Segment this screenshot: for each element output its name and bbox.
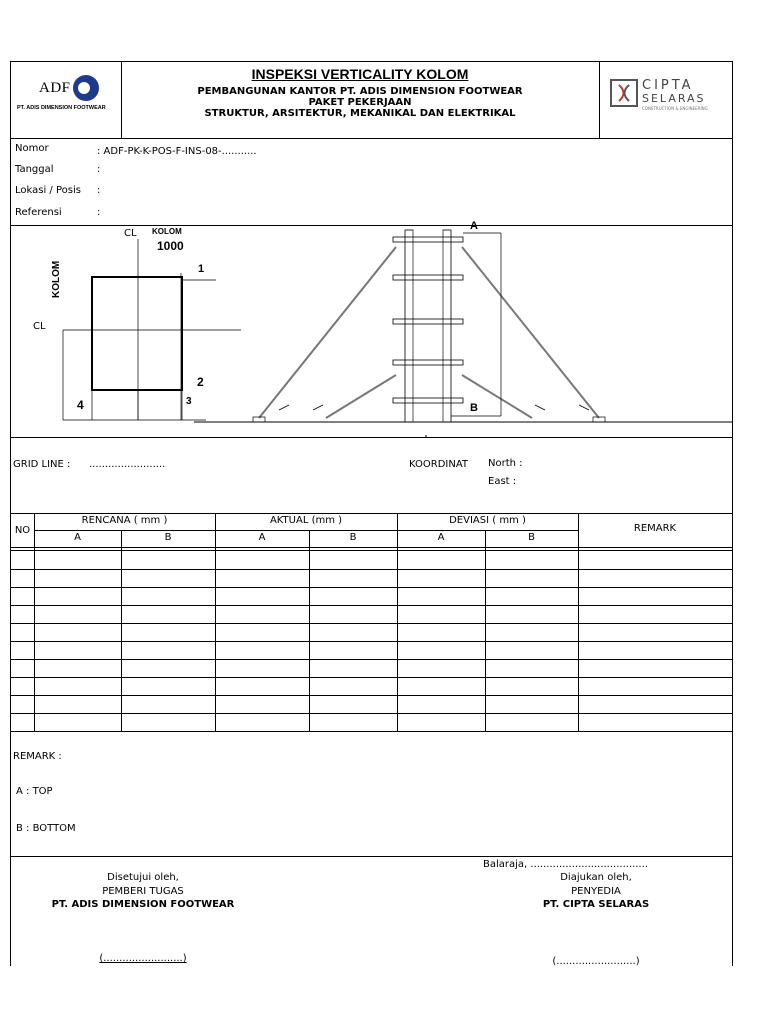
signing-place[interactable]: Balaraja, ..................................... [483,859,649,870]
point-2-label: 2 [197,375,204,389]
cl-label-left: CL [33,321,46,332]
provider-signature[interactable]: (.........................) [552,956,640,967]
point-4-label: 4 [77,398,84,412]
employer-label: PEMBERI TUGAS [102,886,184,897]
point-3-label: 3 [186,396,192,407]
divider [11,856,732,857]
title-block [121,62,599,138]
package-label: PAKET PEKERJAAN [308,97,412,108]
point-a-label: A [470,220,478,232]
form-title: INSPEKSI VERTICALITY KOLOM [251,66,469,82]
kolom-label-side: KOLOM [51,260,62,298]
package-scope: STRUKTUR, ARSITEKTUR, MEKANIKAL DAN ELEKTRIKAL [204,108,516,119]
point-1-label: 1 [198,263,205,275]
grid-line-label: GRID LINE : [13,459,71,470]
col-deviasi: DEVIASI ( mm ) [449,515,526,526]
col-deviasi-b: B [528,532,535,543]
adf-logo [11,62,121,138]
table-subheader-line [34,530,578,531]
table-row[interactable] [11,677,732,695]
referensi-value: : [97,207,101,218]
divider [11,731,732,732]
form-frame [10,61,733,966]
provider-company: PT. CIPTA SELARAS [542,899,650,910]
adf-logo-subtitle: PT. ADIS DIMENSION FOOTWEAR [17,105,106,111]
tanggal-value: : [97,164,101,175]
lokasi-value: : [97,185,101,196]
koordinat-label: KOORDINAT [409,459,469,470]
cipta-logo-icon [610,79,638,107]
table-row[interactable] [11,695,732,713]
remark-b: B : BOTTOM [16,823,76,834]
remark-a: A : TOP [16,786,53,797]
adf-logo-icon [71,73,101,103]
east-label: East : [488,476,517,487]
submitted-by-label: Diajukan oleh, [560,872,632,883]
verticality-diagram [11,225,732,437]
tanggal-label: Tanggal [15,164,54,175]
cipta-selaras-logo [600,62,732,138]
col-rencana: RENCANA ( mm ) [81,515,168,526]
col-no: NO [14,525,31,536]
measurement-table [11,513,732,731]
table-row[interactable] [11,587,732,605]
approved-by-label: Disetujui oleh, [107,872,179,883]
nomor-label: Nomor [15,143,49,154]
table-row[interactable] [11,605,732,623]
col-deviasi-a: A [437,532,445,543]
grid-line-value[interactable]: ........................ [89,459,166,470]
project-name: PEMBANGUNAN KANTOR PT. ADIS DIMENSION FOOTWEAR [197,86,523,97]
dimension-label: 1000 [157,239,184,253]
table-row[interactable] [11,659,732,677]
divider [11,437,732,438]
point-b-label: B [470,402,478,414]
cipta-logo-text2: SELARAS [642,92,706,105]
col-aktual-b: B [349,532,357,543]
cipta-logo-subtitle: CONSTRUCTION & ENGINEERING [642,106,708,111]
col-rencana-b: B [164,532,172,543]
table-row[interactable] [11,713,732,731]
provider-label: PENYEDIA [571,886,621,897]
col-aktual-a: A [258,532,266,543]
col-remark: REMARK [633,523,677,534]
adf-logo-text: ADF [39,80,71,96]
table-row[interactable] [11,623,732,641]
nomor-value: : ADF-PK-K-POS-F-INS-08-........... [97,146,257,157]
lokasi-label: Lokasi / Posis [15,185,81,196]
referensi-label: Referensi [15,207,62,218]
table-row[interactable] [11,641,732,659]
cipta-logo-text1: CIPTA [642,78,694,93]
table-header-line [11,547,732,548]
table-row[interactable] [11,550,732,569]
employer-signature[interactable]: (.........................) [99,953,187,964]
table-row[interactable] [11,569,732,587]
cl-label-top: CL [124,228,137,239]
remark-title: REMARK : [13,751,62,762]
divider [11,138,732,139]
employer-company: PT. ADIS DIMENSION FOOTWEAR [51,899,235,910]
kolom-label-top: KOLOM [152,227,182,236]
col-aktual: AKTUAL (mm ) [269,515,343,526]
north-label: North : [488,458,523,469]
col-rencana-a: A [74,532,81,543]
